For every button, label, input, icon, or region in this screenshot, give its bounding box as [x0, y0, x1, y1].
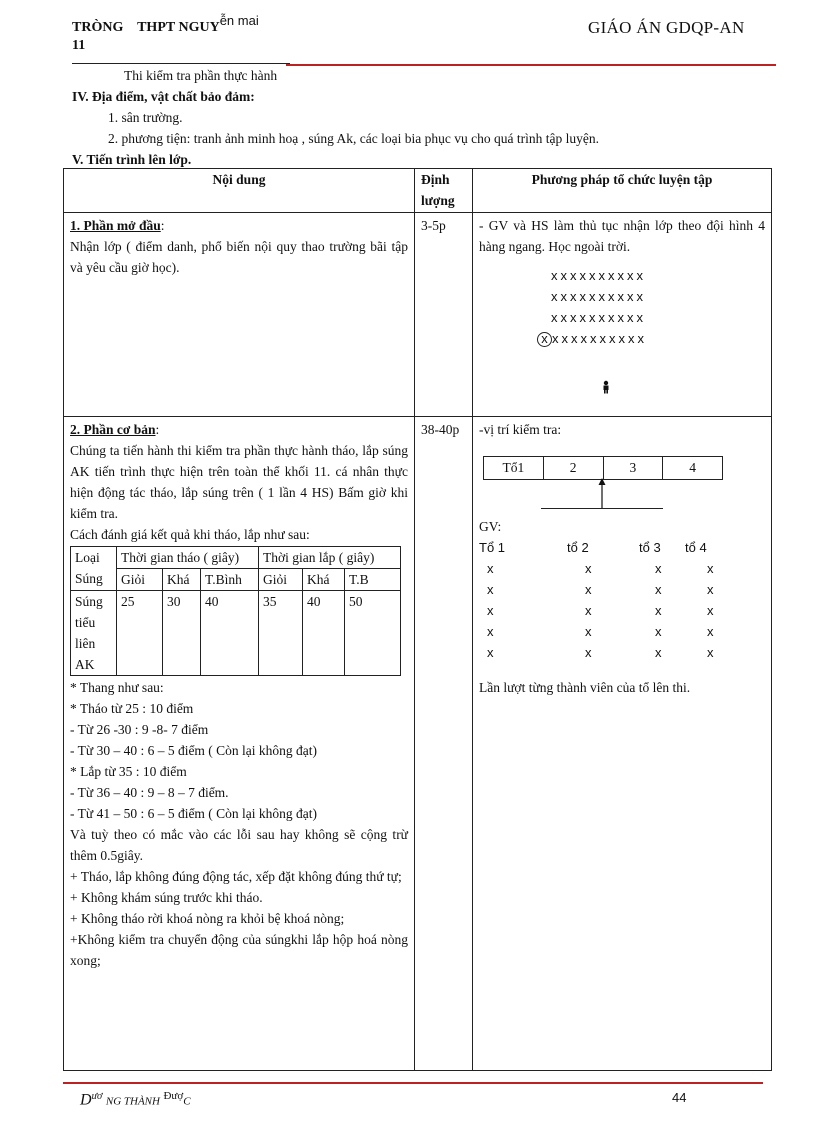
formation-row-4-text: xxxxxxxxxx [552, 331, 647, 346]
group-mark-row: x x x x [487, 624, 714, 639]
score-val-3: 40 [201, 591, 259, 676]
position-4: 4 [689, 460, 696, 475]
scale-line: - Từ 26 -30 : 9 -8- 7 điểm [70, 722, 209, 737]
intro-item-2: 2. phương tiện: tranh ảnh minh hoạ , súng Ak, các loại bia phục vụ cho quá trình tập luyện. [108, 131, 599, 146]
row2-eval-line: Cách đánh giá kết quả khi tháo, lắp như sau: [70, 527, 310, 542]
scale-line: - Từ 30 – 40 : 6 – 5 điểm ( Còn lại không đạt) [70, 743, 318, 758]
footer-rule [63, 1082, 763, 1084]
row2-amount: 38-40p [415, 417, 473, 1071]
grade-text: 11 [72, 38, 86, 53]
row2-title-suffix: : [155, 422, 160, 437]
rule-line: Và tuỳ theo có mắc vào các lỗi sau hay không sẽ cộng trừ thêm 0.5giây. [70, 827, 408, 863]
scale-line: * Lắp từ 35 : 10 điểm [70, 764, 187, 779]
header-rule [286, 64, 776, 66]
formation [479, 265, 765, 349]
page-number: 44 [672, 1090, 687, 1105]
lesson-table [63, 168, 772, 1071]
score-val-5: 40 [303, 591, 345, 676]
scale-line: - Từ 41 – 50 : 6 – 5 điểm ( Còn lại không đạt) [70, 806, 318, 821]
score-sub-6: T.B [345, 569, 401, 591]
test-position-diagram [479, 440, 765, 516]
row1-method-text: - GV và HS làm thủ tục nhận lớp theo đội hình 4 hàng ngang. Học ngoài trời. [479, 218, 765, 254]
formation-row-4 [537, 328, 765, 349]
table-row [64, 213, 772, 417]
score-sub-1: Giỏi [117, 569, 163, 591]
test-line: Thi kiểm tra phần thực hành [124, 68, 278, 83]
score-val-1: 25 [117, 591, 163, 676]
section-5-heading: V. Tiến trình lên lớp. [72, 152, 192, 167]
score-table [70, 546, 401, 676]
rule-line: + Không tháo rời khoá nòng ra khỏi bệ khoá nòng; [70, 911, 345, 926]
row1-title-suffix: : [160, 218, 165, 233]
arrow-up-icon [597, 478, 607, 508]
row2-title: 2. Phần cơ bản [70, 422, 156, 437]
scale-list [70, 677, 408, 824]
score-h-type: Loại Súng [71, 547, 117, 591]
formation-row-1: xxxxxxxxxx [551, 268, 646, 283]
table-row [64, 417, 772, 1071]
row1-amount: 3-5p [415, 213, 473, 417]
scale-line: * Tháo từ 25 : 10 điểm [70, 701, 194, 716]
gv-label: GV: [479, 519, 502, 534]
school-text-b: THPT NGUY [137, 20, 220, 35]
score-sub-4: Giỏi [259, 569, 303, 591]
group-mark-row: x x x x [487, 603, 714, 618]
score-sub-2: Khá [163, 569, 201, 591]
group-2: tổ 2 [567, 540, 589, 555]
group-headers [479, 537, 765, 558]
row2-method-title: -vị trí kiểm tra: [479, 422, 562, 437]
table-header-row [64, 169, 772, 213]
row1-method [473, 213, 772, 417]
group-4: tổ 4 [685, 540, 707, 555]
group-3: tổ 3 [639, 540, 661, 555]
header-short-rule [72, 63, 290, 64]
scale-line: * Thang như sau: [70, 680, 164, 695]
header-method: Phương pháp tổ chức luyện tập [473, 169, 772, 213]
school-text-a: TRÒNG [72, 20, 124, 35]
header-title: GIÁO ÁN GDQP-AN [588, 18, 745, 37]
person-icon [601, 380, 611, 394]
row1-content [64, 213, 415, 417]
header-school [72, 13, 259, 55]
score-h-assemble: Thời gian lắp ( giây) [259, 547, 401, 569]
score-h-disassemble: Thời gian tháo ( giây) [117, 547, 259, 569]
score-sub-5: Khá [303, 569, 345, 591]
score-val-6: 50 [345, 591, 401, 676]
rule-line: + Không khám súng trước khi tháo. [70, 890, 263, 905]
leader-mark: x [537, 332, 552, 347]
group-marks [479, 558, 765, 663]
scale-line: - Từ 36 – 40 : 9 – 8 – 7 điểm. [70, 785, 229, 800]
group-1: Tổ 1 [479, 540, 506, 555]
row2-closing: Lần lượt từng thành viên của tổ lên thi. [479, 680, 691, 695]
gv-line [541, 508, 663, 509]
position-3: 3 [604, 457, 664, 479]
row2-method [473, 417, 772, 1071]
rule-line: + Tháo, lắp không đúng động tác, xếp đặt không đúng thứ tự; [70, 869, 402, 884]
row2-content [64, 417, 415, 1071]
position-2: 2 [544, 457, 604, 479]
score-row-label: Súng tiểu liên AK [71, 591, 117, 676]
row2-para: Chúng ta tiến hành thi kiểm tra phần thực hành tháo, lắp súng AK tiến trình thực hiện trên toàn thể khối 11. cá nhân thực hiện động tác tháo, lắp súng trên ( 1 lần 4 HS) Bấm giờ khi kiểm tra. [70, 443, 408, 521]
score-val-2: 30 [163, 591, 201, 676]
score-val-4: 35 [259, 591, 303, 676]
formation-row-3: xxxxxxxxxx [551, 310, 646, 325]
position-bar [483, 456, 723, 480]
group-mark-row: x x x x [487, 582, 714, 597]
school-text-sup: ễn mai [219, 13, 259, 28]
group-mark-row: x x x x [487, 561, 714, 576]
intro-item-1: 1. sân trường. [108, 110, 183, 125]
header-amount: Định lượng [415, 169, 473, 213]
row1-text: Nhận lớp ( điểm danh, phổ biến nội quy thao trường bãi tập và yêu cầu giờ học). [70, 239, 408, 275]
rule-line: +Không kiểm tra chuyển động của súngkhi lắp hộp hoá nòng xong; [70, 932, 408, 968]
score-sub-3: T.Bình [201, 569, 259, 591]
formation-row-2: xxxxxxxxxx [551, 289, 646, 304]
section-4-heading: IV. Địa điểm, vật chất bảo đảm: [72, 89, 255, 104]
teacher-position [479, 379, 765, 395]
position-1: Tổ1 [484, 457, 544, 479]
rules-list [70, 824, 408, 971]
header-content: Nội dung [64, 169, 415, 213]
row1-title: 1. Phần mở đầu [70, 218, 161, 233]
group-mark-row: x x x x [487, 645, 714, 660]
footer-author: $D^{ươ}$ NG THÀNH $^{Đượ}$C [80, 1090, 191, 1109]
